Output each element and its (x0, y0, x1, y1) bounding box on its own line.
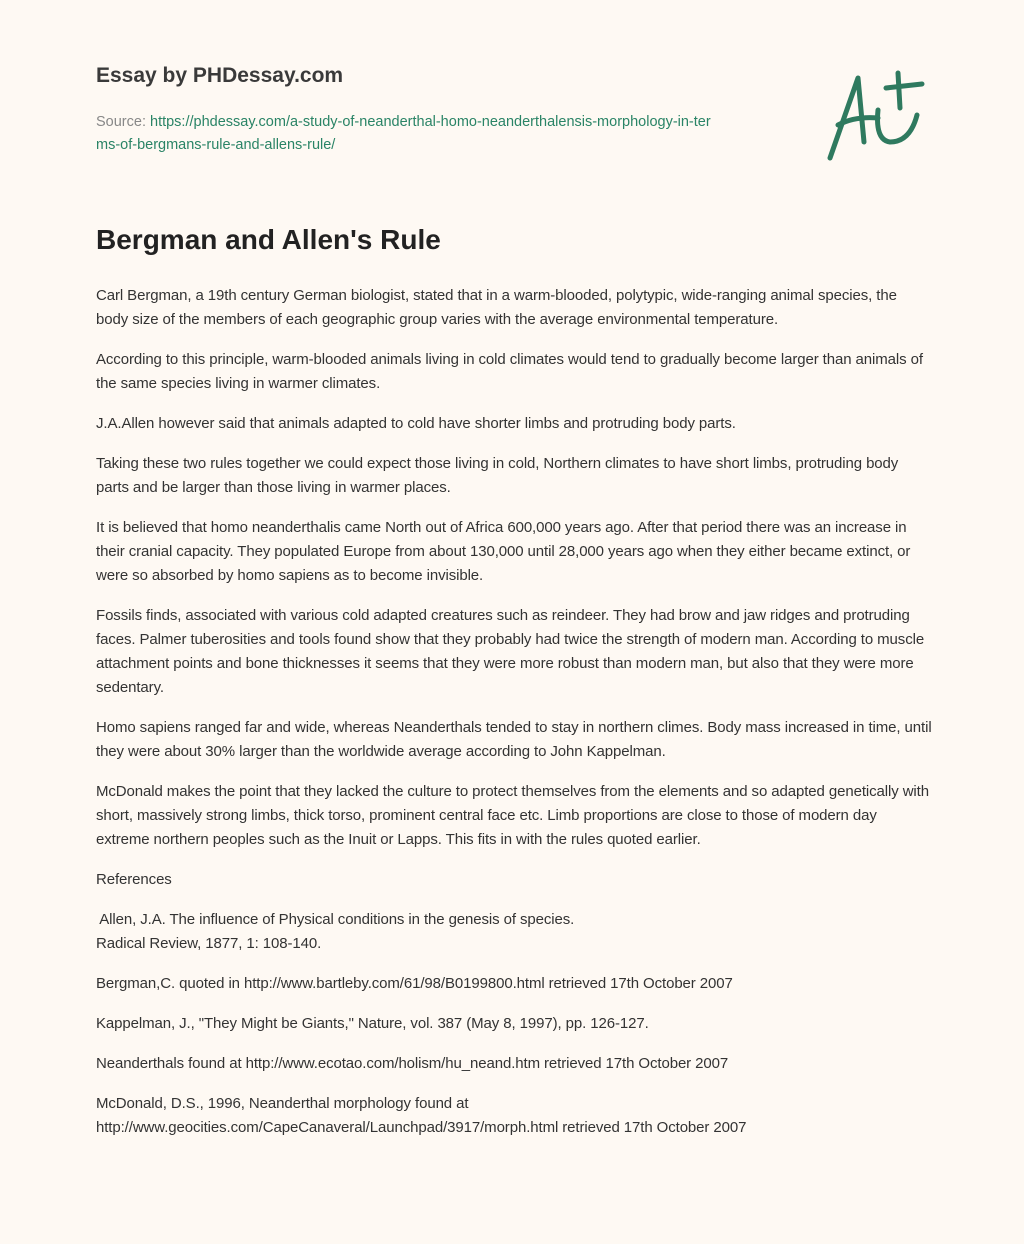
essay-body (96, 284, 932, 1156)
reference-line: http://www.geocities.com/CapeCanaveral/Launchpad/3917/morph.html retrieved 17th October 2007 (96, 1119, 747, 1136)
paragraph: Homo sapiens ranged far and wide, whereas Neanderthals tended to stay in northern climes. Body mass increased in time, until they were about 30% larger than the worldwide average according to John Kappelman. (96, 719, 932, 760)
paragraph: McDonald makes the point that they lacked the culture to protect themselves from the elements and so adapted genetically with short, massively strong limbs, thick torso, prominent central face etc. Limb proportions are close to those of modern day extreme northern peoples such as the Inuit or Lapps. This fits in with the rules quoted earlier. (96, 783, 929, 848)
source-label: Source: (96, 114, 150, 130)
reference-item: Neanderthals found at http://www.ecotao.com/holism/hu_neand.htm retrieved 17th October 2007 (96, 1055, 729, 1072)
reference-item: Bergman,C. quoted in http://www.bartleby.com/61/98/B0199800.html retrieved 17th October 2007 (96, 975, 733, 992)
paragraph: It is believed that homo neanderthalis came North out of Africa 600,000 years ago. After that period there was an increase in their cranial capacity. They populated Europe from about 130,000 until 28,000 years ago when they either became extinct, or were so absorbed by homo sapiens as to become invisible. (96, 519, 911, 584)
essay-title: Bergman and Allen's Rule (96, 224, 441, 255)
references-heading: References (96, 871, 172, 888)
reference-item (96, 1092, 932, 1140)
reference-item: Kappelman, J., "They Might be Giants," Nature, vol. 387 (May 8, 1997), pp. 126-127. (96, 1015, 649, 1032)
source-line (96, 111, 716, 157)
reference-line: Allen, J.A. The influence of Physical conditions in the genesis of species. (96, 911, 575, 928)
paragraph: According to this principle, warm-blooded animals living in cold climates would tend to gradually become larger than animals of the same species living in warmer climates. (96, 351, 923, 392)
reference-item (96, 908, 932, 956)
paragraph: Taking these two rules together we could expect those living in cold, Northern climates to have short limbs, protruding body parts and be larger than those living in warmer places. (96, 455, 899, 496)
reference-line: Radical Review, 1877, 1: 108-140. (96, 935, 322, 952)
paragraph: Carl Bergman, a 19th century German biologist, stated that in a warm-blooded, polytypic, wide-ranging animal species, the body size of the members of each geographic group varies with the average environmental temperature. (96, 287, 897, 328)
a-plus-logo-icon (820, 70, 930, 165)
source-link[interactable]: https://phdessay.com/a-study-of-neanderthal-homo-neanderthalensis-morphology-in-terms-of-bergmans-rule-and-allens-rule/ (96, 114, 711, 153)
reference-line: McDonald, D.S., 1996, Neanderthal morphology found at (96, 1095, 469, 1112)
site-brand: Essay by PHDessay.com (96, 64, 344, 87)
paragraph: J.A.Allen however said that animals adapted to cold have shorter limbs and protruding body parts. (96, 415, 736, 432)
paragraph: Fossils finds, associated with various cold adapted creatures such as reindeer. They had brow and jaw ridges and protruding faces. Palmer tuberosities and tools found show that they probably had twice the strength of modern man. According to muscle attachment points and bone thicknesses it seems that they were more robust than modern man, but also that they were more sedentary. (96, 607, 925, 696)
